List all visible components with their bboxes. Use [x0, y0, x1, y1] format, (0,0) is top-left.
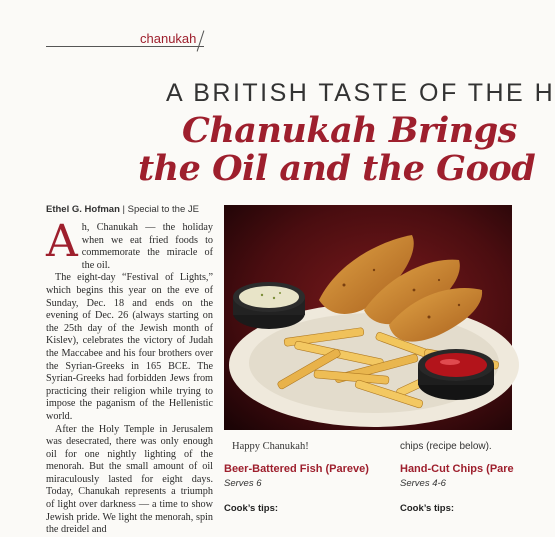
drop-cap: A — [46, 216, 78, 267]
kicker: A BRITISH TASTE OF THE H — [166, 79, 555, 107]
recipe-tips-chips: Cook’s tips: — [400, 503, 455, 514]
paragraph-3: After the Holy Temple in Jerusalem was desecrated, there was only enough oil for one nightly lighting of the menorah. But the small amount of oil miraculously lasted for eight days. Today, Chanukah represents a triumph of light over darkness — a time to show Jewish pride. We light the menorah, spin the dreidel and — [46, 423, 213, 536]
paragraph-1 — [46, 216, 213, 272]
tartar-sauce-cup — [233, 282, 305, 329]
recipe-serves-chips: Serves 4-6 — [400, 478, 446, 489]
headline-line-1: Chanukah Brings — [182, 110, 517, 151]
section-slash — [197, 30, 205, 51]
byline-affiliation: Special to the JE — [127, 204, 199, 215]
section-rule — [46, 46, 204, 47]
paragraph-2: The eight-day “Festival of Lights,” which begins this year on the eve of Sunday, Dec. 18 and ends on the evening of Dec. 26 (always starting on the 25th day of the Jewish month of Kislev), celebrates the victory of Judah the Maccabee and his four brothers over the Syrian-Greeks in 165 BCE. The Syrian-Greeks had forbidden Jews from practicing their religion while trying to impose the paganism of the Hellenistic world. — [46, 272, 213, 422]
photo-caption-continued: chips (recipe below). — [400, 441, 492, 452]
section-tag: chanukah — [140, 31, 197, 46]
recipe-tips-fish: Cook’s tips: — [224, 503, 279, 514]
byline-author: Ethel G. Hofman — [46, 204, 120, 215]
headline-line-2: the Oil and the Good — [138, 148, 536, 189]
article-body — [46, 216, 213, 537]
byline-separator: | — [122, 204, 128, 215]
recipe-title-fish: Beer-Battered Fish (Pareve) — [224, 463, 369, 475]
byline — [46, 204, 199, 215]
ketchup-cup — [418, 349, 494, 400]
paragraph-1-text: h, Chanukah — the holiday when we eat fried foods to commemorate the miracle of the oil. — [81, 222, 213, 271]
recipe-title-chips: Hand-Cut Chips (Pare — [400, 463, 514, 475]
photo-caption: Happy Chanukah! — [232, 441, 309, 452]
fish-and-chips-photo — [224, 205, 512, 430]
recipe-serves-fish: Serves 6 — [224, 478, 262, 489]
